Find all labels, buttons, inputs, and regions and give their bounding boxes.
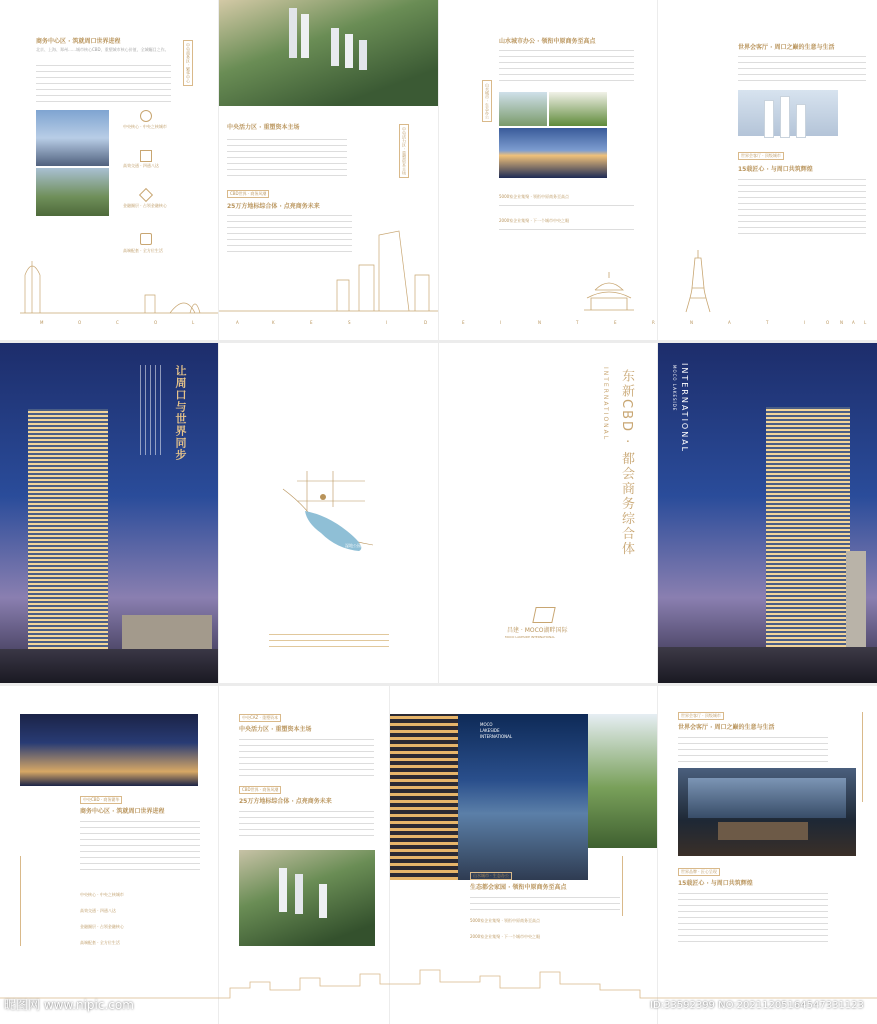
page-subtitle: 15载匠心 · 与周口共筑辉煌 (678, 880, 753, 887)
middle-page-1 (0, 343, 218, 683)
footer-letter: E (462, 320, 465, 325)
logo-english: MOCO LAKESIDE INTERNATIONAL (505, 635, 556, 639)
skyline-illustration (219, 225, 438, 315)
footer-letter: T (576, 320, 579, 325)
body-text-lines (470, 894, 620, 912)
section-tag: 山水城市 · 生态办公 (470, 872, 512, 880)
footer-letter: C (116, 320, 119, 325)
logo-name: 昌建 · MOCO湖畔国际 (507, 627, 568, 634)
feature-item: 高效交通 · 四通八达 (123, 163, 159, 168)
body-text-lines (499, 202, 634, 208)
tower-facade-photo (390, 714, 458, 880)
vertical-tag: 中央活力区 · 重塑资本主场 (399, 124, 409, 178)
city-photo (36, 110, 109, 166)
footer-letter: R (652, 320, 655, 325)
feature-item: 高端配套 · 全方位生活 (80, 940, 120, 945)
feature-icon (140, 110, 152, 122)
footer-letter: I (386, 320, 388, 325)
feature-item: 中央核心 · 中央之核城市 (80, 892, 124, 897)
top-page-1 (0, 0, 218, 340)
aerial-photo (36, 168, 109, 216)
section-tag: CBD世界 · 商务风潮 (239, 786, 281, 794)
feature-icon (139, 188, 153, 202)
section-tag: 中央CBD · 商务繁华 (80, 796, 122, 804)
watermark-id: ID:33592399 NO:20211205164547331123 (650, 1000, 864, 1011)
body-text-lines (678, 734, 828, 764)
feature-item: 金融圈层 · 占领金融核心 (123, 203, 167, 208)
location-map (277, 467, 387, 557)
top-page-3 (439, 0, 657, 340)
body-text-lines (239, 736, 374, 778)
feature-item: 高端配套 · 全方位生活 (123, 248, 163, 253)
body-text: 北京、上海、郑州……城市核心CBD，重塑城市核心价值，全城瞩目之作。 (36, 47, 169, 52)
page-title: 商务中心区 · 筑就周口世界进程 (80, 808, 165, 815)
page-title: 中央活力区 · 重塑资本主场 (227, 124, 300, 131)
headline-english: INTERNATIONAL (602, 367, 609, 442)
body-text-lines (239, 808, 374, 838)
footer-letter: A (728, 320, 731, 325)
top-page-2 (219, 0, 438, 340)
footer-letter: L (192, 320, 195, 325)
feature-item: 金融圈层 · 占领金融核心 (80, 924, 124, 929)
lounge-interior-photo (678, 768, 856, 856)
logo-mark (532, 607, 555, 623)
headline: 东新CBD · 都会商务综合体 (619, 369, 634, 557)
middle-page-4 (658, 343, 877, 683)
cover-english: INTERNATIONAL (680, 363, 689, 454)
cover-en-1: MOCO (480, 722, 493, 727)
skyline-illustration (20, 255, 218, 315)
footer-letter: S (348, 320, 351, 325)
section-tag: 世界会客厅 · 顶级城市 (738, 152, 784, 160)
body-text-lines (80, 818, 200, 870)
vertical-tag (862, 712, 869, 802)
bullet-item: 5000家企业集聚 · 领衔中原商务至高点 (470, 918, 540, 923)
cover-en-2: LAKESIDE (480, 728, 500, 733)
page-subtitle: 25万方地标综合体 · 点亮商务未来 (227, 203, 320, 210)
middle-page-2 (219, 343, 438, 683)
footer-letter: E (310, 320, 313, 325)
feature-icon (140, 233, 152, 245)
top-page-4 (658, 0, 877, 340)
watermark-site: 昵图网 www.nipic.com (4, 998, 134, 1012)
lake-view-photo (458, 714, 588, 880)
body-text-lines (499, 47, 634, 85)
bullet-item: 2000家企业集聚 · 下一个城市中央之眼 (470, 934, 540, 939)
footer-letter: I (500, 320, 502, 325)
body-text-lines (36, 62, 171, 102)
night-city-photo (499, 128, 607, 178)
footer-text-lines (269, 631, 389, 647)
footer-letter: M (40, 320, 44, 325)
garden-terrace-photo (588, 714, 657, 848)
footer-letter: N (840, 320, 843, 325)
temple-illustration (579, 268, 639, 313)
tower-render-photo (738, 90, 838, 136)
tower-render (28, 409, 108, 649)
vertical-tag (20, 856, 27, 946)
page-subtitle: 25万方地标综合体 · 点亮商务未来 (239, 798, 332, 805)
footer-letter: I (804, 320, 806, 325)
footer-letter: L (864, 320, 867, 325)
development-aerial-photo (219, 0, 438, 106)
tower-render (766, 407, 850, 651)
footer-letter: O (78, 320, 82, 325)
eiffel-tower-illustration (678, 248, 718, 314)
body-text-lines (499, 226, 634, 232)
feature-item: 中央核心 · 中央之核城市 (123, 124, 167, 129)
body-text-lines (227, 136, 347, 176)
section-tag: 世界品牌 · 匠心呈现 (678, 868, 720, 876)
lawn-photo (549, 92, 607, 126)
footer-letter: D (424, 320, 428, 325)
feature-icon (140, 150, 152, 162)
footer-letter: O (826, 320, 830, 325)
footer-letter: N (538, 320, 541, 325)
section-tag: 世界会客厅 · 顶级城市 (678, 712, 724, 720)
footer-letter: N (690, 320, 693, 325)
page-title: 世界会客厅 · 周口之巅的生意与生活 (738, 44, 835, 51)
night-city-aerial-photo (20, 714, 198, 786)
footer-letter: K (272, 320, 275, 325)
footer-letter: E (614, 320, 617, 325)
cover-en-3: INTERNATIONAL (480, 734, 513, 739)
section-tag: CBD世界 · 商务风潮 (227, 190, 269, 198)
footer-letter: O (154, 320, 158, 325)
section-tag: 中央CAZ · 重塑资本 (239, 714, 281, 722)
vertical-tag: 中央商务区 · 繁华中心 (183, 40, 193, 86)
footer-letter: T (766, 320, 769, 325)
bullet-item: 2000家企业集聚 · 下一个城市中央之眼 (499, 218, 569, 223)
office-park-photo (499, 92, 547, 126)
body-text-lines (738, 53, 866, 83)
vertical-tag (622, 856, 629, 916)
page-subtitle: 15载匠心 · 与周口共筑辉煌 (738, 166, 813, 173)
vertical-tag: 山水城市 · 生态办公 (482, 80, 492, 122)
feature-item: 高效交通 · 四通八达 (80, 908, 116, 913)
page-title: 商务中心区 · 筑就周口世界进程 (36, 38, 121, 45)
slogan: 让周口与世界同步 (174, 365, 187, 461)
development-aerial-photo (239, 850, 375, 946)
footer-letter: A (236, 320, 239, 325)
body-text-lines (678, 890, 828, 946)
bullet-item: 5000家企业集聚 · 领衔中原商务至高点 (499, 194, 569, 199)
page-title: 中央活力区 · 重塑资本主场 (239, 726, 312, 733)
body-text-lines (738, 176, 866, 238)
page-title: 生态都会家园 · 领衔中原商务至高点 (470, 884, 567, 891)
footer-letter: A (852, 320, 855, 325)
map-legend: 湿地公园 (345, 543, 361, 548)
cover-english-top: MOCO LAKESIDE (672, 365, 677, 412)
page-title: 世界会客厅 · 周口之巅的生意与生活 (678, 724, 775, 731)
middle-page-3 (439, 343, 657, 683)
page-title: 山水城市办公 · 领衔中原商务至高点 (499, 38, 596, 45)
bottom-skyline-line (0, 960, 877, 1000)
